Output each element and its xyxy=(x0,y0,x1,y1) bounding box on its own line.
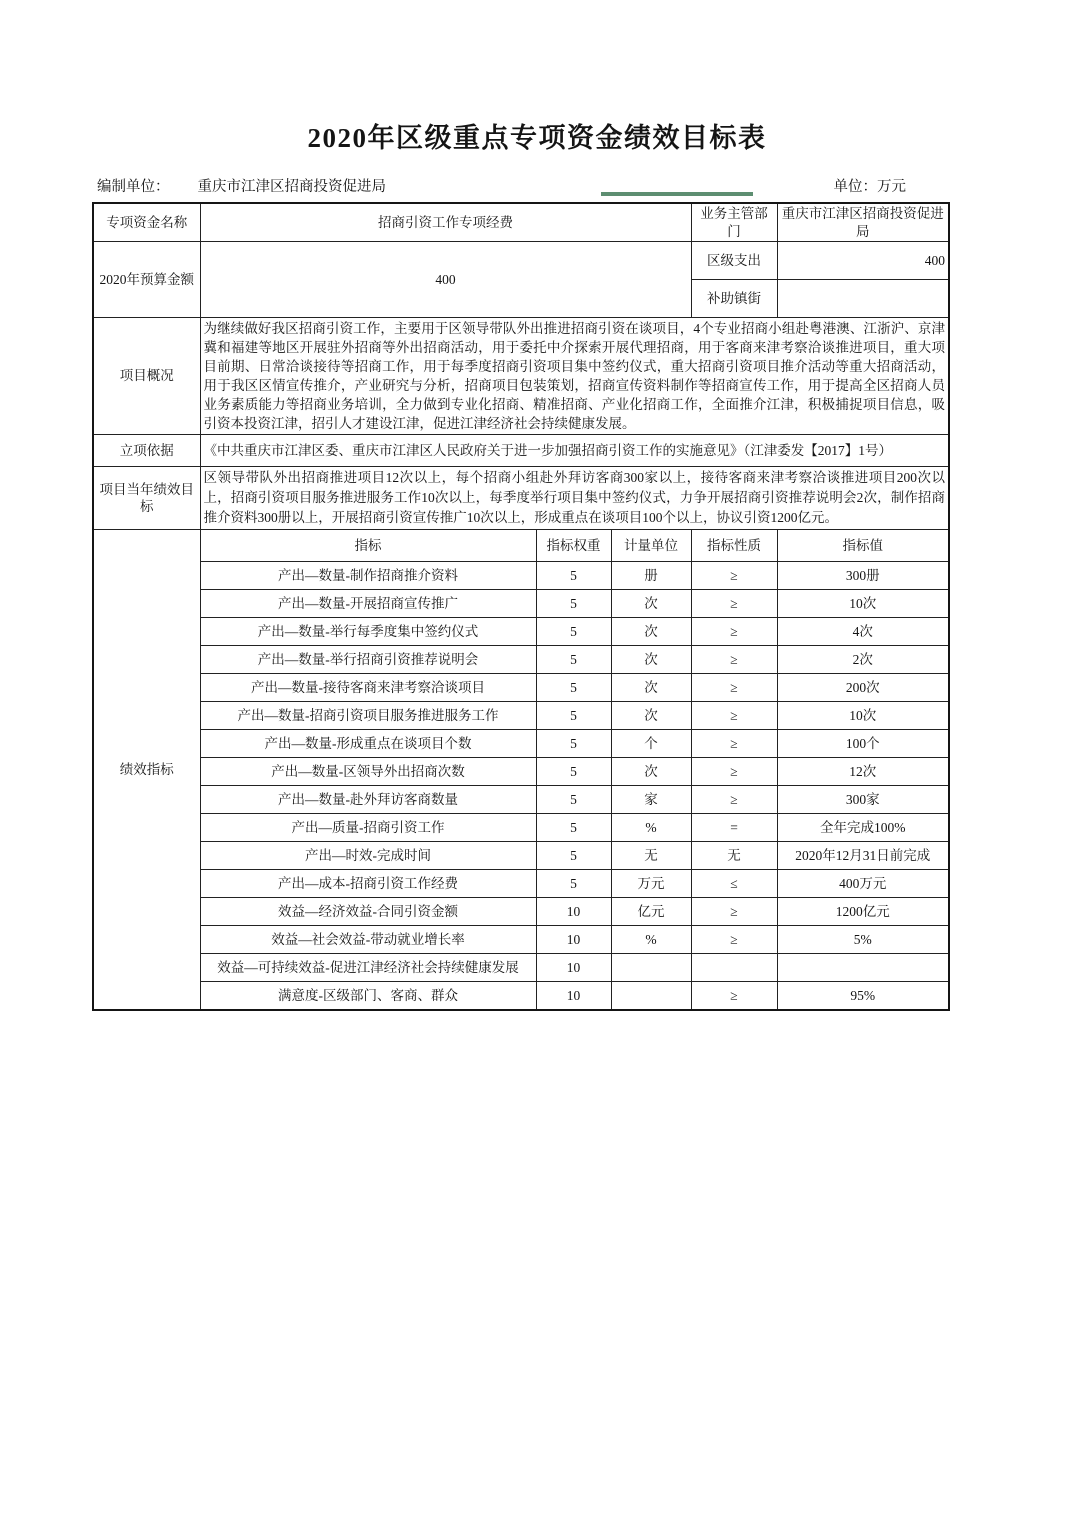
indicator-name: 产出—数量-举行招商引资推荐说明会 xyxy=(200,646,536,674)
indicator-unit: 次 xyxy=(611,646,691,674)
indicator-unit: 次 xyxy=(611,702,691,730)
indicator-unit: 次 xyxy=(611,618,691,646)
budget-label: 2020年预算金额 xyxy=(93,242,200,318)
indicator-nature: = xyxy=(691,814,777,842)
indicator-unit: % xyxy=(611,926,691,954)
overview-row xyxy=(93,318,949,435)
indicator-nature: ≥ xyxy=(691,562,777,590)
indicator-nature: ≥ xyxy=(691,730,777,758)
fund-name-label: 专项资金名称 xyxy=(93,203,200,242)
indicator-weight: 5 xyxy=(536,870,611,898)
indicator-row xyxy=(93,982,949,1010)
fund-name-value: 招商引资工作专项经费 xyxy=(200,203,691,242)
indicator-weight: 5 xyxy=(536,702,611,730)
indicator-nature: ≥ xyxy=(691,702,777,730)
indicator-unit: 个 xyxy=(611,730,691,758)
indicator-value: 95% xyxy=(777,982,949,1010)
indicator-value: 100个 xyxy=(777,730,949,758)
indicators-section-label: 绩效指标 xyxy=(93,530,200,1010)
basis-text: 《中共重庆市江津区委、重庆市江津区人民政府关于进一步加强招商引资工作的实施意见》（江津委发【2017】1号） xyxy=(200,435,949,467)
indicator-name: 效益—社会效益-带动就业增长率 xyxy=(200,926,536,954)
budget-value: 400 xyxy=(200,242,691,318)
indicator-row xyxy=(93,898,949,926)
indicator-unit: 次 xyxy=(611,590,691,618)
indicator-row xyxy=(93,814,949,842)
indicator-nature: ≥ xyxy=(691,786,777,814)
performance-target-table xyxy=(92,202,950,1011)
col-header-indicator: 指标 xyxy=(200,530,536,562)
indicator-value: 300册 xyxy=(777,562,949,590)
indicator-nature: ≤ xyxy=(691,870,777,898)
indicator-unit xyxy=(611,954,691,982)
indicator-weight: 5 xyxy=(536,758,611,786)
indicator-weight: 10 xyxy=(536,926,611,954)
indicator-weight: 5 xyxy=(536,618,611,646)
indicator-unit xyxy=(611,982,691,1010)
indicator-row xyxy=(93,926,949,954)
indicator-nature: ≥ xyxy=(691,982,777,1010)
prepared-by-value: 重庆市江津区招商投资促进局 xyxy=(197,179,386,195)
indicator-value: 10次 xyxy=(777,702,949,730)
fund-name-row xyxy=(93,203,949,242)
indicator-value: 10次 xyxy=(777,590,949,618)
unit-label: 单位：万元 xyxy=(833,179,906,195)
indicator-row xyxy=(93,562,949,590)
indicator-name: 产出—数量-接待客商来津考察洽谈项目 xyxy=(200,674,536,702)
indicator-row xyxy=(93,954,949,982)
indicator-name: 产出—数量-制作招商推介资料 xyxy=(200,562,536,590)
indicator-unit: 次 xyxy=(611,674,691,702)
budget-row xyxy=(93,242,949,280)
indicator-unit: % xyxy=(611,814,691,842)
col-header-weight: 指标权重 xyxy=(536,530,611,562)
indicator-row xyxy=(93,786,949,814)
indicator-name: 产出—数量-形成重点在谈项目个数 xyxy=(200,730,536,758)
indicator-name: 满意度-区级部门、客商、群众 xyxy=(200,982,536,1010)
indicator-value: 2020年12月31日前完成 xyxy=(777,842,949,870)
indicator-weight: 5 xyxy=(536,730,611,758)
indicator-nature: ≥ xyxy=(691,758,777,786)
district-expense-label: 区级支出 xyxy=(691,242,777,280)
indicator-unit: 万元 xyxy=(611,870,691,898)
town-subsidy-label: 补助镇街 xyxy=(691,280,777,318)
indicator-value: 200次 xyxy=(777,674,949,702)
indicator-unit: 次 xyxy=(611,758,691,786)
indicator-value: 12次 xyxy=(777,758,949,786)
indicator-weight: 5 xyxy=(536,842,611,870)
indicator-nature: ≥ xyxy=(691,646,777,674)
goal-text: 区领导带队外出招商推进项目12次以上，每个招商小组赴外拜访客商300家以上，接待客商来津考察洽谈推进项目200次以上，招商引资项目服务推进服务工作10次以上，每季度举行项目集中签约仪式，力争开展招商引资推荐说明会2次，制作招商推介资料300册以上，开展招商引资宣传推广10次以上，形成重点在谈项目100个以上，协议引资1200亿元。 xyxy=(200,467,949,530)
indicator-value: 4次 xyxy=(777,618,949,646)
overview-label: 项目概况 xyxy=(93,318,200,435)
goal-row xyxy=(93,467,949,530)
indicator-name: 效益—可持续效益-促进江津经济社会持续健康发展 xyxy=(200,954,536,982)
col-header-nature: 指标性质 xyxy=(691,530,777,562)
indicator-value xyxy=(777,954,949,982)
page-title: 2020年区级重点专项资金绩效目标表 xyxy=(307,123,767,153)
indicator-weight: 5 xyxy=(536,646,611,674)
dept-label: 业务主管部门 xyxy=(691,203,777,242)
indicator-nature: ≥ xyxy=(691,618,777,646)
indicator-weight: 10 xyxy=(536,954,611,982)
indicator-value: 5% xyxy=(777,926,949,954)
indicator-row xyxy=(93,870,949,898)
indicator-weight: 10 xyxy=(536,898,611,926)
indicator-row xyxy=(93,702,949,730)
district-expense-value: 400 xyxy=(777,242,949,280)
indicator-name: 产出—数量-招商引资项目服务推进服务工作 xyxy=(200,702,536,730)
indicator-unit: 亿元 xyxy=(611,898,691,926)
indicator-weight: 10 xyxy=(536,982,611,1010)
indicator-unit: 无 xyxy=(611,842,691,870)
dept-value: 重庆市江津区招商投资促进局 xyxy=(777,203,949,242)
indicator-name: 产出—质量-招商引资工作 xyxy=(200,814,536,842)
basis-label: 立项依据 xyxy=(93,435,200,467)
indicator-value: 300家 xyxy=(777,786,949,814)
indicator-weight: 5 xyxy=(536,562,611,590)
indicator-value: 2次 xyxy=(777,646,949,674)
overview-text: 为继续做好我区招商引资工作，主要用于区领导带队外出推进招商引资在谈项目，4个专业招商小组赴粤港澳、江浙沪、京津冀和福建等地区开展驻外招商等外出招商活动，用于委托中介探索开展代理招商，用于客商来津考察洽谈推进项目，重大项目前期、日常洽谈接待等招商工作，用于每季度招商引资项目集中签约仪式，重大招商引资项目推介活动等重大招商活动，用于我区区情宣传推介，产业研究与分析，招商项目包装策划，招商宣传资料制作等招商宣传工作，用于提高全区招商人员业务素质能力等招商业务培训，全力做到专业化招商、精准招商、产业化招商工作，全面推介江津，积极捕捉项目信息，吸引资本投资江津，招引人才建设江津，促进江津经济社会持续健康发展。 xyxy=(200,318,949,435)
indicator-value: 1200亿元 xyxy=(777,898,949,926)
indicator-weight: 5 xyxy=(536,786,611,814)
indicator-name: 效益—经济效益-合同引资金额 xyxy=(200,898,536,926)
indicator-unit: 册 xyxy=(611,562,691,590)
prepared-by-label: 编制单位： xyxy=(97,179,170,195)
scan-artifact-line xyxy=(601,192,753,196)
indicator-name: 产出—数量-赴外拜访客商数量 xyxy=(200,786,536,814)
indicator-value: 400万元 xyxy=(777,870,949,898)
indicator-row xyxy=(93,842,949,870)
indicator-row xyxy=(93,758,949,786)
indicator-row xyxy=(93,590,949,618)
indicator-nature: ≥ xyxy=(691,926,777,954)
indicator-nature: ≥ xyxy=(691,590,777,618)
indicator-name: 产出—时效-完成时间 xyxy=(200,842,536,870)
indicator-row xyxy=(93,646,949,674)
col-header-value: 指标值 xyxy=(777,530,949,562)
indicator-nature: 无 xyxy=(691,842,777,870)
basis-row xyxy=(93,435,949,467)
indicator-row xyxy=(93,618,949,646)
indicator-weight: 5 xyxy=(536,814,611,842)
town-subsidy-value xyxy=(777,280,949,318)
indicator-name: 产出—成本-招商引资工作经费 xyxy=(200,870,536,898)
col-header-unit: 计量单位 xyxy=(611,530,691,562)
indicator-name: 产出—数量-举行每季度集中签约仪式 xyxy=(200,618,536,646)
indicator-nature xyxy=(691,954,777,982)
indicator-header-row xyxy=(93,530,949,562)
indicator-value: 全年完成100% xyxy=(777,814,949,842)
indicator-name: 产出—数量-开展招商宣传推广 xyxy=(200,590,536,618)
indicator-nature: ≥ xyxy=(691,898,777,926)
goal-label: 项目当年绩效目标 xyxy=(93,467,200,530)
indicator-row xyxy=(93,730,949,758)
indicator-weight: 5 xyxy=(536,590,611,618)
meta-row xyxy=(97,175,948,196)
indicator-row xyxy=(93,674,949,702)
indicator-weight: 5 xyxy=(536,674,611,702)
indicator-unit: 家 xyxy=(611,786,691,814)
indicator-name: 产出—数量-区领导外出招商次数 xyxy=(200,758,536,786)
indicator-nature: ≥ xyxy=(691,674,777,702)
